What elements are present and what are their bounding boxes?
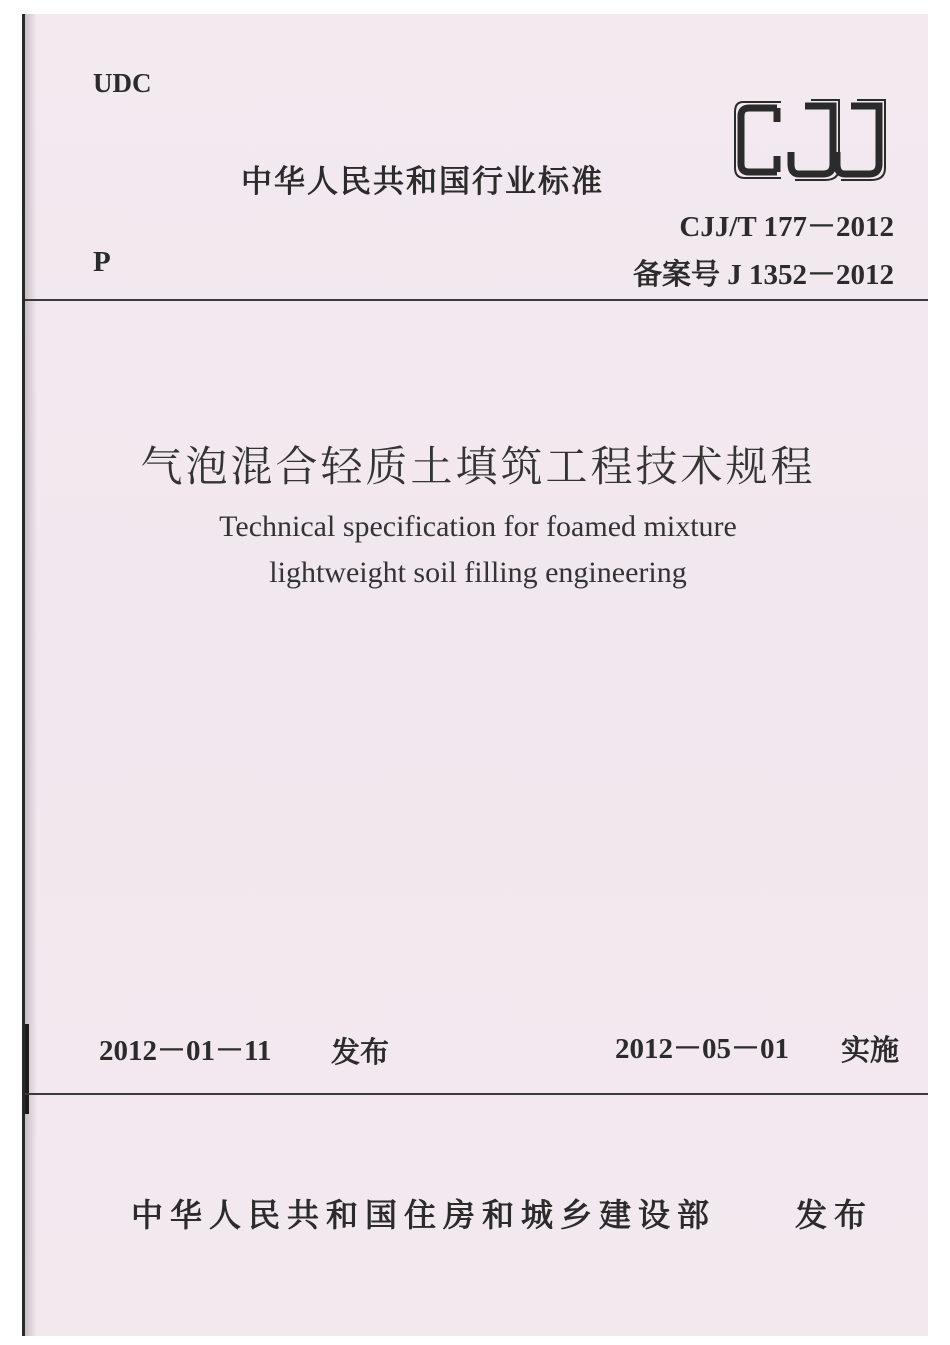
- implementation-date: 2012－05－01: [615, 1033, 790, 1065]
- bottom-divider: [25, 1093, 928, 1095]
- standard-number: CJJ/T 177－2012: [679, 211, 894, 243]
- udc-label: UDC: [93, 68, 152, 98]
- category-code: P: [93, 246, 111, 278]
- cjj-logo: [733, 94, 893, 186]
- implementation-label: 实施: [841, 1033, 900, 1067]
- issue-label: 发布: [331, 1035, 390, 1069]
- binding-mark: [22, 1024, 29, 1114]
- issue-date: 2012－01－11: [99, 1035, 272, 1067]
- publish-label: 发布: [795, 1196, 874, 1234]
- title-chinese: 气泡混合轻质土填筑工程技术规程: [140, 445, 816, 491]
- standard-type: 中华人民共和国行业标准: [241, 164, 604, 200]
- record-number: 备案号 J 1352－2012: [632, 259, 894, 291]
- document-cover: [22, 14, 928, 1336]
- title-english-line2: lightweight soil filling engineering: [269, 556, 687, 589]
- scan-edge-shadow: [25, 14, 37, 1336]
- top-divider: [25, 299, 928, 301]
- publisher: 中华人民共和国住房和城乡建设部: [131, 1196, 717, 1234]
- title-english-line1: Technical specification for foamed mixture: [219, 510, 737, 543]
